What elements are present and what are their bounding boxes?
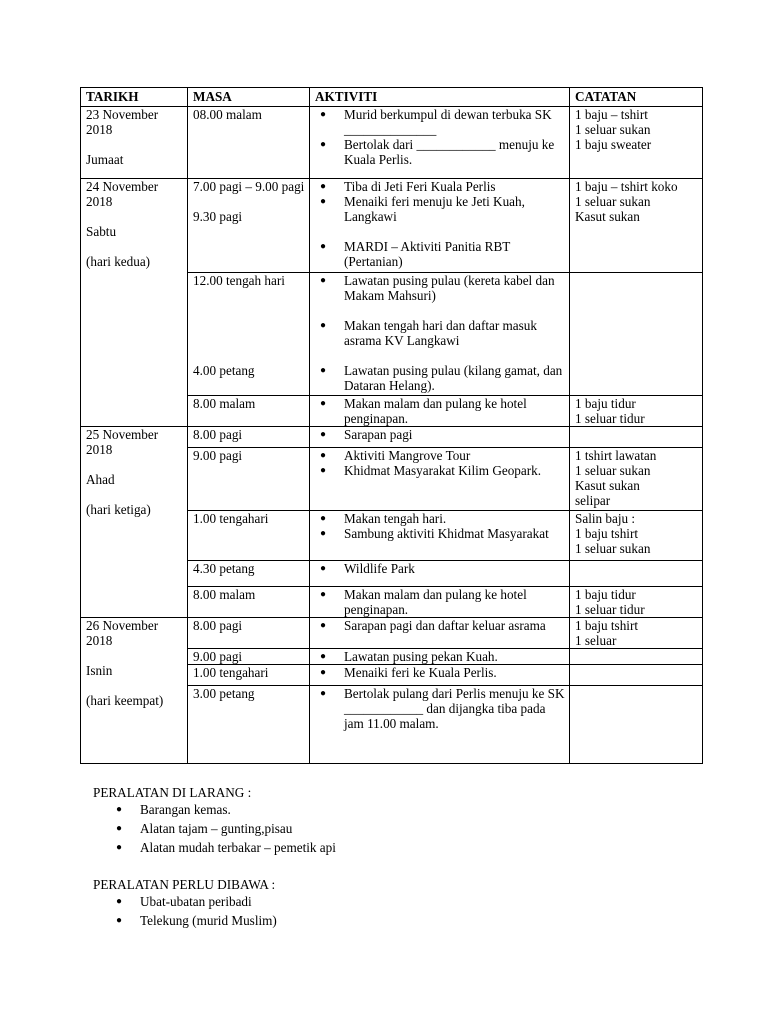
note-line: 1 seluar tidur bbox=[575, 602, 645, 617]
notes-cell bbox=[570, 273, 703, 396]
time-cell: 9.00 pagi bbox=[188, 649, 310, 665]
activity-cell bbox=[310, 273, 570, 396]
note-line: 1 baju sweater bbox=[575, 137, 652, 152]
activity-cell bbox=[310, 686, 570, 764]
activity-cell bbox=[310, 649, 570, 665]
time-cell: 9.00 pagi bbox=[188, 448, 310, 511]
note-line: 1 baju tshirt bbox=[575, 618, 639, 633]
note-line: 1 baju tshirt bbox=[575, 526, 639, 541]
note-line: 1 seluar tidur bbox=[575, 411, 645, 426]
activity-item: ● Tiba di Jeti Feri Kuala Perlis bbox=[320, 179, 496, 194]
notes-cell bbox=[570, 561, 703, 587]
time-cell: 8.00 malam bbox=[188, 396, 310, 427]
note-line: Salin baju : bbox=[575, 511, 636, 526]
notes-cell bbox=[570, 511, 703, 561]
date-year: 2018 bbox=[86, 633, 113, 648]
header-activity: AKTIVITI bbox=[310, 88, 570, 107]
schedule-table bbox=[80, 87, 703, 764]
date-text: 24 November bbox=[86, 179, 159, 194]
date-label: (hari ketiga) bbox=[86, 502, 151, 517]
time-cell: 8.00 pagi bbox=[188, 427, 310, 448]
time-cell: 7.00 pagi – 9.00 pagi 9.30 pagi bbox=[188, 179, 310, 273]
bullet-icon: ● bbox=[320, 450, 327, 461]
activity-cell bbox=[310, 587, 570, 618]
time-cell: 8.00 pagi bbox=[188, 618, 310, 649]
date-weekday: Jumaat bbox=[86, 152, 124, 167]
note-line: 1 seluar sukan bbox=[575, 541, 651, 556]
date-cell bbox=[81, 179, 188, 427]
table-row bbox=[81, 618, 703, 649]
activity-item: ● Makan tengah hari. bbox=[320, 511, 447, 526]
activity-cell bbox=[310, 396, 570, 427]
activity-item: ● Menaiki feri menuju ke Jeti Kuah, Langkawi bbox=[320, 194, 525, 224]
notes-cell bbox=[570, 448, 703, 511]
date-cell bbox=[81, 618, 188, 764]
bullet-icon: ● bbox=[320, 181, 327, 192]
bullet-icon: ● bbox=[320, 320, 327, 331]
date-year: 2018 bbox=[86, 442, 113, 457]
activity-item: ● Makan malam dan pulang ke hotel penginapan. bbox=[320, 396, 527, 426]
note-line: 1 baju tidur bbox=[575, 587, 636, 602]
bullet-icon: ● bbox=[320, 589, 327, 600]
bullet-icon: ● bbox=[320, 651, 327, 662]
notes-cell bbox=[570, 107, 703, 179]
bullet-icon: ● bbox=[116, 842, 123, 853]
equipment-section bbox=[93, 785, 693, 932]
activity-item: ● Aktiviti Mangrove Tour bbox=[320, 448, 471, 463]
list-item: ● Alatan tajam – gunting,pisau bbox=[116, 821, 293, 836]
bullet-icon: ● bbox=[320, 667, 327, 678]
time-cell: 12.00 tengah hari 4.00 petang bbox=[188, 273, 310, 396]
activity-item: ● Lawatan pusing pulau (kereta kabel dan Makam Mahsuri) bbox=[320, 273, 555, 303]
bullet-icon: ● bbox=[320, 688, 327, 699]
notes-cell bbox=[570, 396, 703, 427]
bullet-icon: ● bbox=[320, 465, 327, 476]
date-cell bbox=[81, 107, 188, 179]
note-line: 1 seluar sukan bbox=[575, 194, 651, 209]
note-line: 1 seluar bbox=[575, 633, 617, 648]
note-line: Kasut sukan bbox=[575, 478, 640, 493]
bullet-icon: ● bbox=[320, 429, 327, 440]
bullet-icon: ● bbox=[320, 513, 327, 524]
notes-cell bbox=[570, 427, 703, 448]
activity-cell bbox=[310, 107, 570, 179]
activity-item: ● Bertolak pulang dari Perlis menuju ke SK ____________ dan dijangka tiba pada jam 11.00 malam. bbox=[320, 686, 565, 731]
header-date: TARIKH bbox=[81, 88, 188, 107]
header-row bbox=[81, 88, 703, 107]
required-list bbox=[93, 894, 693, 932]
bullet-icon: ● bbox=[320, 365, 327, 376]
activity-cell bbox=[310, 561, 570, 587]
activity-item: ● Bertolak dari ____________ menuju ke Kuala Perlis. bbox=[320, 137, 555, 167]
required-title: PERALATAN PERLU DIBAWA : bbox=[93, 877, 276, 892]
time-cell: 1.00 tengahari bbox=[188, 665, 310, 686]
note-line: 1 seluar sukan bbox=[575, 122, 651, 137]
list-item: ● Telekung (murid Muslim) bbox=[116, 913, 277, 928]
activity-cell bbox=[310, 448, 570, 511]
activity-item: ● Sarapan pagi bbox=[320, 427, 413, 442]
time-cell: 3.00 petang bbox=[188, 686, 310, 764]
activity-item: ● Murid berkumpul di dewan terbuka SK ______________ bbox=[320, 107, 552, 137]
activity-item: ● Sarapan pagi dan daftar keluar asrama bbox=[320, 618, 546, 633]
notes-cell bbox=[570, 649, 703, 665]
activity-item: ● Sambung aktiviti Khidmat Masyarakat bbox=[320, 526, 549, 541]
date-cell bbox=[81, 427, 188, 618]
table-row bbox=[81, 427, 703, 448]
bullet-icon: ● bbox=[320, 139, 327, 150]
bullet-icon: ● bbox=[116, 823, 123, 834]
activity-item: ● Wildlife Park bbox=[320, 561, 415, 576]
activity-item: ● Lawatan pusing pulau (kilang gamat, dan Dataran Helang). bbox=[320, 363, 563, 393]
header-notes: CATATAN bbox=[570, 88, 703, 107]
time-cell: 4.30 petang bbox=[188, 561, 310, 587]
header-time: MASA bbox=[188, 88, 310, 107]
date-label: (hari kedua) bbox=[86, 254, 151, 269]
date-year: 2018 bbox=[86, 194, 113, 209]
note-line: 1 baju – tshirt bbox=[575, 107, 648, 122]
note-line: 1 baju – tshirt koko bbox=[575, 179, 678, 194]
note-line: Kasut sukan bbox=[575, 209, 640, 224]
activity-item: ● MARDI – Aktiviti Panitia RBT (Pertanian) bbox=[320, 239, 511, 269]
bullet-icon: ● bbox=[320, 275, 327, 286]
activity-cell bbox=[310, 179, 570, 273]
notes-cell bbox=[570, 618, 703, 649]
bullet-icon: ● bbox=[320, 109, 327, 120]
date-text: 25 November bbox=[86, 427, 159, 442]
date-weekday: Ahad bbox=[86, 472, 115, 487]
bullet-icon: ● bbox=[320, 528, 327, 539]
bullet-icon: ● bbox=[320, 620, 327, 631]
time-cell: 1.00 tengahari bbox=[188, 511, 310, 561]
activity-item: ● Makan malam dan pulang ke hotel penginapan. bbox=[320, 587, 527, 617]
note-line: 1 baju tidur bbox=[575, 396, 636, 411]
list-item: ● Alatan mudah terbakar – pemetik api bbox=[116, 840, 336, 855]
list-item: ● Ubat-ubatan peribadi bbox=[116, 894, 252, 909]
activity-item: ● Lawatan pusing pekan Kuah. bbox=[320, 649, 498, 664]
prohibited-title: PERALATAN DI LARANG : bbox=[93, 785, 252, 800]
bullet-icon: ● bbox=[320, 398, 327, 409]
note-line: selipar bbox=[575, 493, 611, 508]
table-row bbox=[81, 107, 703, 179]
date-weekday: Isnin bbox=[86, 663, 113, 678]
note-line: 1 tshirt lawatan bbox=[575, 448, 657, 463]
date-weekday: Sabtu bbox=[86, 224, 117, 239]
notes-cell bbox=[570, 665, 703, 686]
activity-item: ● Makan tengah hari dan daftar masuk asrama KV Langkawi bbox=[320, 318, 537, 348]
date-text: 26 November bbox=[86, 618, 159, 633]
notes-cell bbox=[570, 686, 703, 764]
activity-cell bbox=[310, 427, 570, 448]
bullet-icon: ● bbox=[116, 915, 123, 926]
activity-cell bbox=[310, 511, 570, 561]
time-cell: 08.00 malam bbox=[188, 107, 310, 179]
date-text: 23 November bbox=[86, 107, 159, 122]
bullet-icon: ● bbox=[116, 804, 123, 815]
note-line: 1 seluar sukan bbox=[575, 463, 651, 478]
prohibited-list bbox=[93, 802, 693, 859]
bullet-icon: ● bbox=[320, 241, 327, 252]
activity-item: ● Khidmat Masyarakat Kilim Geopark. bbox=[320, 463, 542, 478]
bullet-icon: ● bbox=[320, 563, 327, 574]
notes-cell bbox=[570, 179, 703, 273]
time-cell: 8.00 malam bbox=[188, 587, 310, 618]
date-year: 2018 bbox=[86, 122, 113, 137]
date-label: (hari keempat) bbox=[86, 693, 164, 708]
bullet-icon: ● bbox=[116, 896, 123, 907]
list-item: ● Barangan kemas. bbox=[116, 802, 231, 817]
activity-cell bbox=[310, 665, 570, 686]
activity-item: ● Menaiki feri ke Kuala Perlis. bbox=[320, 665, 497, 680]
notes-cell bbox=[570, 587, 703, 618]
bullet-icon: ● bbox=[320, 196, 327, 207]
table-row bbox=[81, 179, 703, 273]
activity-cell bbox=[310, 618, 570, 649]
